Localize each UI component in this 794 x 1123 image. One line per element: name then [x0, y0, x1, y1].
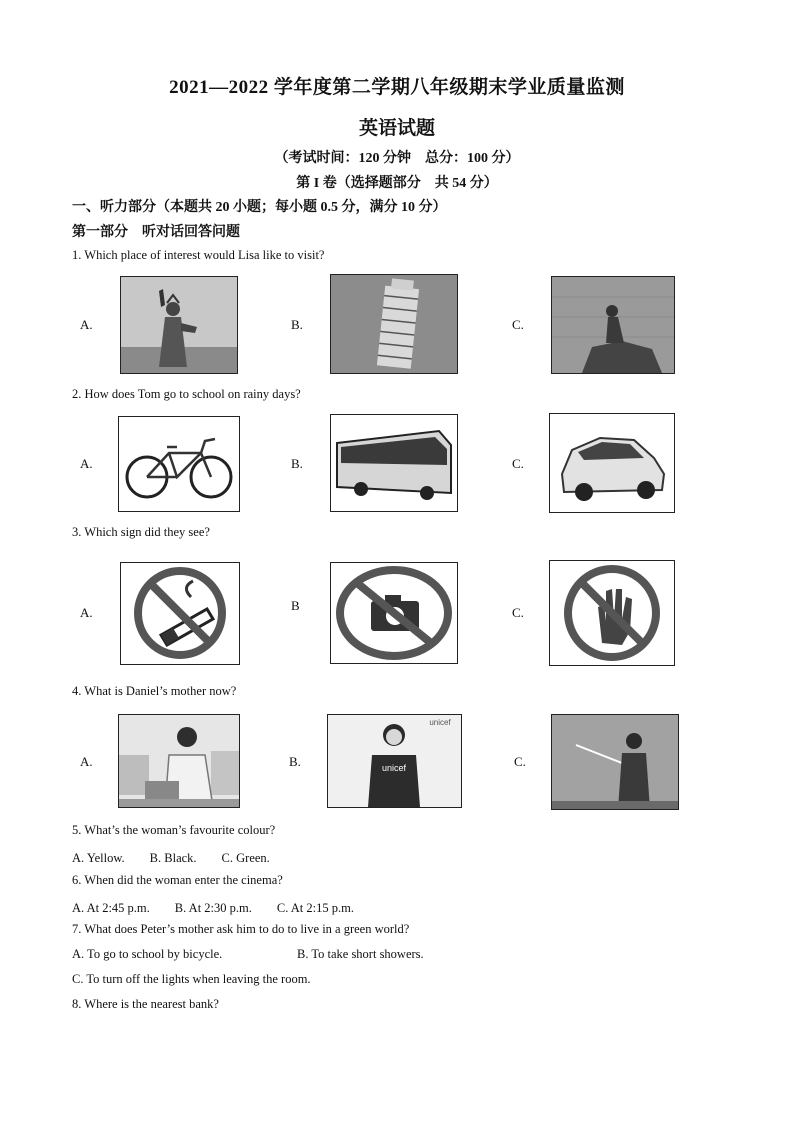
q3-option-a-label: A. [80, 605, 93, 620]
unicef-shirt-text: unicef [381, 763, 407, 773]
unicef-logo-text: unicef [429, 718, 451, 727]
question-5-choices: A. Yellow. B. Black. C. Green. [72, 851, 270, 865]
question-6-choices: A. At 2:45 p.m. B. At 2:30 p.m. C. At 2:15 p.m. [72, 901, 354, 915]
q2-option-c-label: C. [512, 456, 524, 471]
statue-of-liberty-icon [120, 276, 238, 374]
q3-option-b-label: B [291, 598, 300, 613]
part-heading: 第一部分 听对话回答问题 [72, 225, 240, 240]
q2-option-b-label: B. [291, 456, 303, 471]
question-7-choice-b: B. To take short showers. [297, 947, 424, 961]
question-3: 3. Which sign did they see? [72, 525, 210, 539]
teacher-icon [551, 714, 679, 810]
volume-title: 第 I 卷（选择题部分 共 54 分） [296, 176, 498, 191]
question-5: 5. What’s the woman’s favourite colour? [72, 823, 276, 837]
question-1: 1. Which place of interest would Lisa like to visit? [72, 248, 325, 262]
q1-option-b-label: B. [291, 317, 303, 332]
exam-title: 2021—2022 学年度第二学期八年级期末学业质量监测 [169, 77, 625, 98]
question-2: 2. How does Tom go to school on rainy days? [72, 387, 301, 401]
q1-option-c-label: C. [512, 317, 524, 332]
no-touching-sign-icon [549, 560, 675, 666]
bicycle-icon [118, 416, 240, 512]
question-8: 8. Where is the nearest bank? [72, 997, 219, 1011]
little-mermaid-icon [551, 276, 675, 374]
q1-option-a-label: A. [80, 317, 93, 332]
car-icon [549, 413, 675, 513]
exam-info: （考试时间：120 分钟 总分：100 分） [274, 151, 520, 166]
office-worker-icon [118, 714, 240, 808]
question-4: 4. What is Daniel’s mother now? [72, 684, 237, 698]
bus-icon [330, 414, 458, 512]
volunteer-icon [327, 714, 462, 808]
question-6: 6. When did the woman enter the cinema? [72, 873, 283, 887]
section-heading: 一、听力部分（本题共 20 小题；每小题 0.5 分，满分 10 分） [72, 200, 447, 215]
q4-option-c-label: C. [514, 754, 526, 769]
question-7: 7. What does Peter’s mother ask him to do to live in a green world? [72, 922, 410, 936]
leaning-tower-icon [330, 274, 458, 374]
q4-option-a-label: A. [80, 754, 93, 769]
q2-option-a-label: A. [80, 456, 93, 471]
exam-subject: 英语试题 [358, 118, 435, 139]
question-7-choice-c: C. To turn off the lights when leaving the room. [72, 972, 311, 986]
no-smoking-sign-icon [120, 562, 240, 665]
q4-option-b-label: B. [289, 754, 301, 769]
q3-option-c-label: C. [512, 605, 524, 620]
no-photos-sign-icon [330, 562, 458, 664]
question-7-choice-a: A. To go to school by bicycle. [72, 947, 223, 961]
